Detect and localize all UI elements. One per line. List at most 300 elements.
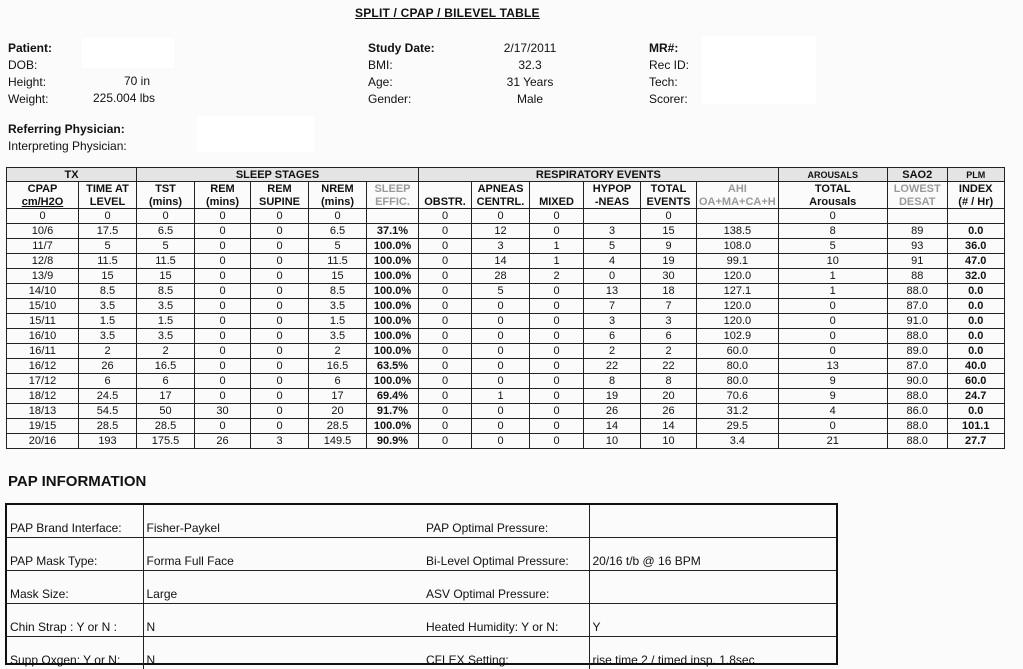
table-cell: 0 — [251, 419, 309, 434]
table-cell: 0 — [778, 329, 887, 344]
table-cell: 18/12 — [7, 389, 79, 404]
pap-label: Mask Size: — [7, 571, 143, 604]
table-row — [7, 374, 1005, 389]
pap-value: Y — [589, 604, 836, 637]
table-cell: 0 — [419, 374, 472, 389]
table-cell: 88.0 — [887, 419, 947, 434]
table-cell: 22 — [584, 359, 641, 374]
col-mixed-unit: MIXED — [530, 195, 584, 209]
table-cell: 60.0 — [697, 344, 779, 359]
table-cell: 0 — [778, 299, 887, 314]
table-cell: 0 — [419, 224, 472, 239]
table-cell: 100.0% — [367, 284, 419, 299]
table-cell: 11/7 — [7, 239, 79, 254]
pap-label: CFLEX Setting: — [423, 637, 589, 669]
table-cell: 138.5 — [697, 224, 779, 239]
table-cell: 91 — [887, 254, 947, 269]
table-cell: 5 — [79, 239, 137, 254]
table-cell: 70.6 — [697, 389, 779, 404]
table-cell: 3.4 — [697, 434, 779, 449]
table-cell: 0 — [195, 209, 251, 224]
table-cell: 18/13 — [7, 404, 79, 419]
col-sleep-effic-unit: EFFIC. — [367, 195, 419, 209]
table-cell: 21 — [778, 434, 887, 449]
table-cell: 88.0 — [887, 329, 947, 344]
table-cell: 17/12 — [7, 374, 79, 389]
table-cell: 3.5 — [309, 299, 367, 314]
table-cell: 0 — [530, 314, 584, 329]
pap-value: N — [143, 604, 423, 637]
table-cell: 0.0 — [947, 299, 1004, 314]
table-cell: 3 — [641, 314, 697, 329]
table-cell: 100.0% — [367, 314, 419, 329]
col-total-arousals-unit: Arousals — [778, 195, 887, 209]
pap-row — [7, 505, 836, 538]
table-cell: 20/16 — [7, 434, 79, 449]
table-cell: 6 — [641, 329, 697, 344]
table-row — [7, 329, 1005, 344]
col-mixed — [530, 182, 584, 196]
table-cell: 1 — [472, 389, 530, 404]
table-cell — [887, 209, 947, 224]
table-cell: 17 — [137, 389, 195, 404]
table-cell: 89.0 — [887, 344, 947, 359]
table-row — [7, 299, 1005, 314]
table-cell: 0 — [472, 299, 530, 314]
table-cell: 11.5 — [137, 254, 195, 269]
table-row — [7, 284, 1005, 299]
table-cell: 0.0 — [947, 329, 1004, 344]
table-cell: 40.0 — [947, 359, 1004, 374]
group-arousals: AROUSALS — [778, 168, 887, 182]
table-cell: 16/10 — [7, 329, 79, 344]
table-cell: 0 — [251, 359, 309, 374]
column-header-row-1 — [7, 182, 1005, 196]
table-cell: 0 — [251, 284, 309, 299]
table-cell: 54.5 — [79, 404, 137, 419]
group-sao2: SAO2 — [887, 168, 947, 182]
table-cell: 0 — [251, 239, 309, 254]
physician-labels — [8, 121, 127, 155]
redacted-record-info — [702, 36, 816, 104]
table-cell: 0 — [419, 359, 472, 374]
table-cell: 102.9 — [697, 329, 779, 344]
column-header-row-2 — [7, 195, 1005, 209]
col-plm-index-unit: (# / Hr) — [947, 195, 1004, 209]
table-cell: 16/11 — [7, 344, 79, 359]
col-hypop-unit: -NEAS — [584, 195, 641, 209]
study-date-label: Study Date: — [368, 40, 435, 57]
col-ahi: AHI — [697, 182, 779, 196]
table-cell: 24.7 — [947, 389, 1004, 404]
table-cell: 0 — [472, 434, 530, 449]
col-obstr — [419, 182, 472, 196]
table-cell: 0 — [195, 344, 251, 359]
col-tst-unit: (mins) — [137, 195, 195, 209]
table-cell: 31.2 — [697, 404, 779, 419]
table-cell: 9 — [778, 389, 887, 404]
table-cell: 0 — [195, 254, 251, 269]
table-cell: 37.1% — [367, 224, 419, 239]
table-cell: 0 — [530, 419, 584, 434]
table-cell: 60.0 — [947, 374, 1004, 389]
table-cell: 0 — [530, 329, 584, 344]
table-cell: 0 — [419, 209, 472, 224]
table-cell: 90.0 — [887, 374, 947, 389]
table-cell: 1.5 — [137, 314, 195, 329]
table-cell: 28 — [472, 269, 530, 284]
table-cell: 63.5% — [367, 359, 419, 374]
table-cell: 1 — [778, 269, 887, 284]
table-cell: 0 — [530, 224, 584, 239]
table-cell: 7 — [641, 299, 697, 314]
table-cell: 100.0% — [367, 269, 419, 284]
table-cell: 6 — [137, 374, 195, 389]
table-cell: 12/8 — [7, 254, 79, 269]
table-cell: 5 — [472, 284, 530, 299]
table-cell: 88.0 — [887, 389, 947, 404]
col-lowest-desat-unit: DESAT — [887, 195, 947, 209]
table-cell: 0 — [195, 224, 251, 239]
pap-row — [7, 604, 836, 637]
table-cell: 0 — [530, 284, 584, 299]
table-cell: 15 — [137, 269, 195, 284]
table-cell: 6 — [584, 329, 641, 344]
table-cell: 27.7 — [947, 434, 1004, 449]
record-labels — [649, 40, 689, 108]
table-cell: 50 — [137, 404, 195, 419]
table-cell: 88.0 — [887, 284, 947, 299]
table-cell: 29.5 — [697, 419, 779, 434]
table-cell: 0 — [7, 209, 79, 224]
pap-label: PAP Brand Interface: — [7, 505, 143, 538]
pap-value — [589, 571, 836, 604]
table-cell: 16.5 — [309, 359, 367, 374]
col-cpap-unit: cm/H2O — [7, 195, 79, 209]
study-values — [480, 40, 580, 108]
pap-value — [589, 505, 836, 538]
table-cell: 0 — [472, 344, 530, 359]
table-row — [7, 224, 1005, 239]
table-cell: 88 — [887, 269, 947, 284]
table-cell: 22 — [641, 359, 697, 374]
table-cell: 2 — [641, 344, 697, 359]
study-date-value: 2/17/2011 — [480, 40, 580, 57]
table-cell: 14/10 — [7, 284, 79, 299]
table-cell: 0 — [419, 434, 472, 449]
table-cell: 100.0% — [367, 344, 419, 359]
table-cell: 4 — [584, 254, 641, 269]
table-cell: 0 — [137, 209, 195, 224]
pap-value: rise time 2 / timed insp. 1.8sec — [589, 637, 836, 669]
table-cell: 0 — [195, 284, 251, 299]
table-cell: 28.5 — [79, 419, 137, 434]
table-cell: 12 — [472, 224, 530, 239]
table-cell — [367, 209, 419, 224]
table-cell: 15/11 — [7, 314, 79, 329]
table-cell: 0 — [251, 404, 309, 419]
table-cell: 8 — [584, 374, 641, 389]
table-cell: 0 — [195, 329, 251, 344]
table-cell: 0 — [641, 209, 697, 224]
table-cell: 26 — [79, 359, 137, 374]
table-row — [7, 419, 1005, 434]
table-cell: 0 — [195, 269, 251, 284]
tech-label: Tech: — [649, 74, 689, 91]
table-cell: 93 — [887, 239, 947, 254]
table-cell: 69.4% — [367, 389, 419, 404]
table-cell: 0 — [419, 419, 472, 434]
pap-label: ASV Optimal Pressure: — [423, 571, 589, 604]
table-cell: 193 — [79, 434, 137, 449]
table-cell: 0 — [530, 299, 584, 314]
col-rem: REM — [195, 182, 251, 196]
table-cell: 26 — [584, 404, 641, 419]
table-cell: 3 — [251, 434, 309, 449]
scorer-label: Scorer: — [649, 91, 689, 108]
col-total-arousals: TOTAL — [778, 182, 887, 196]
redacted-physician-names — [197, 116, 314, 152]
table-cell: 0 — [195, 314, 251, 329]
table-cell: 1 — [530, 239, 584, 254]
table-cell: 47.0 — [947, 254, 1004, 269]
table-cell: 0 — [195, 374, 251, 389]
document-title: SPLIT / CPAP / BILEVEL TABLE — [355, 6, 540, 20]
weight-value: 225.004 lbs — [93, 91, 155, 105]
table-cell: 88.0 — [887, 434, 947, 449]
table-cell: 0 — [472, 374, 530, 389]
table-cell: 3 — [584, 314, 641, 329]
table-cell: 0 — [530, 374, 584, 389]
table-cell: 3.5 — [137, 329, 195, 344]
table-row — [7, 389, 1005, 404]
table-cell: 80.0 — [697, 359, 779, 374]
table-body — [7, 209, 1005, 449]
table-cell: 100.0% — [367, 239, 419, 254]
table-cell: 120.0 — [697, 299, 779, 314]
table-cell: 20 — [641, 389, 697, 404]
referring-physician-label: Referring Physician: — [8, 121, 127, 138]
pap-row — [7, 538, 836, 571]
table-cell: 6.5 — [137, 224, 195, 239]
table-cell — [947, 209, 1004, 224]
pap-value: Large — [143, 571, 423, 604]
table-cell: 100.0% — [367, 374, 419, 389]
col-rem-unit: (mins) — [195, 195, 251, 209]
table-cell: 0 — [778, 344, 887, 359]
table-cell: 0 — [530, 434, 584, 449]
table-row — [7, 314, 1005, 329]
pap-label: Bi-Level Optimal Pressure: — [423, 538, 589, 571]
pap-value: Forma Full Face — [143, 538, 423, 571]
pap-label: PAP Mask Type: — [7, 538, 143, 571]
col-lowest-desat: LOWEST — [887, 182, 947, 196]
bmi-value: 32.3 — [480, 57, 580, 74]
table-cell: 0.0 — [947, 344, 1004, 359]
height-label: Height: — [8, 74, 52, 91]
table-cell: 19 — [584, 389, 641, 404]
table-cell: 28.5 — [137, 419, 195, 434]
table-cell: 0 — [251, 374, 309, 389]
table-cell: 6.5 — [309, 224, 367, 239]
table-cell: 99.1 — [697, 254, 779, 269]
table-cell: 120.0 — [697, 314, 779, 329]
col-time-at-unit: LEVEL — [79, 195, 137, 209]
table-cell: 0.0 — [947, 404, 1004, 419]
table-cell: 127.1 — [697, 284, 779, 299]
table-cell: 2 — [79, 344, 137, 359]
table-cell: 0 — [472, 419, 530, 434]
dob-label: DOB: — [8, 57, 52, 74]
rec-id-label: Rec ID: — [649, 57, 689, 74]
table-row — [7, 254, 1005, 269]
table-cell: 0 — [251, 344, 309, 359]
table-cell: 36.0 — [947, 239, 1004, 254]
table-cell: 6 — [79, 374, 137, 389]
col-nrem-unit: (mins) — [309, 195, 367, 209]
table-cell: 0 — [251, 389, 309, 404]
table-row — [7, 209, 1005, 224]
mr-label: MR#: — [649, 40, 689, 57]
table-cell: 8 — [641, 374, 697, 389]
table-cell: 3 — [472, 239, 530, 254]
table-cell: 13 — [778, 359, 887, 374]
table-cell: 17.5 — [79, 224, 137, 239]
table-cell: 19/15 — [7, 419, 79, 434]
table-cell: 17 — [309, 389, 367, 404]
col-obstr-unit: OBSTR. — [419, 195, 472, 209]
study-labels — [368, 40, 435, 108]
redacted-patient-name — [82, 38, 174, 68]
table-cell: 10/6 — [7, 224, 79, 239]
table-cell: 15 — [309, 269, 367, 284]
age-value: 31 Years — [480, 74, 580, 91]
table-cell: 0.0 — [947, 314, 1004, 329]
table-cell: 28.5 — [309, 419, 367, 434]
table-cell: 91.7% — [367, 404, 419, 419]
table-cell: 11.5 — [309, 254, 367, 269]
table-cell: 86.0 — [887, 404, 947, 419]
height-value: 70 in — [124, 74, 150, 88]
table-cell: 0 — [251, 254, 309, 269]
age-label: Age: — [368, 74, 435, 91]
table-row — [7, 239, 1005, 254]
table-cell: 4 — [778, 404, 887, 419]
table-cell: 1 — [778, 284, 887, 299]
table-cell: 10 — [778, 254, 887, 269]
group-tx: TX — [7, 168, 137, 182]
col-cpap: CPAP — [7, 182, 79, 196]
col-total-events-unit: EVENTS — [641, 195, 697, 209]
table-cell: 100.0% — [367, 419, 419, 434]
table-cell: 0 — [530, 209, 584, 224]
table-cell: 0 — [251, 329, 309, 344]
col-apneas: APNEAS — [472, 182, 530, 196]
col-ahi-unit: OA+MA+CA+H — [697, 195, 779, 209]
table-cell: 0 — [251, 224, 309, 239]
table-cell: 24.5 — [79, 389, 137, 404]
table-cell: 0 — [419, 389, 472, 404]
table-cell: 91.0 — [887, 314, 947, 329]
table-cell: 0 — [419, 299, 472, 314]
weight-label: Weight: — [8, 91, 52, 108]
table-cell: 175.5 — [137, 434, 195, 449]
table-cell: 0 — [472, 359, 530, 374]
table-cell: 1.5 — [309, 314, 367, 329]
table-cell: 0 — [472, 404, 530, 419]
table-cell: 10 — [584, 434, 641, 449]
group-header-row — [7, 168, 1005, 182]
group-sleep-stages: SLEEP STAGES — [137, 168, 419, 182]
table-cell: 8.5 — [79, 284, 137, 299]
table-cell: 8.5 — [137, 284, 195, 299]
table-cell: 87.0 — [887, 299, 947, 314]
table-cell: 19 — [641, 254, 697, 269]
table-cell: 2 — [309, 344, 367, 359]
table-cell: 26 — [641, 404, 697, 419]
table-cell: 0 — [195, 239, 251, 254]
table-cell: 0 — [419, 329, 472, 344]
table-cell: 3 — [584, 224, 641, 239]
interpreting-physician-label: Interpreting Physician: — [8, 138, 127, 155]
table-cell: 7 — [584, 299, 641, 314]
table-cell: 14 — [641, 419, 697, 434]
table-cell: 5 — [778, 239, 887, 254]
table-cell: 32.0 — [947, 269, 1004, 284]
table-cell: 0 — [584, 269, 641, 284]
table-cell: 16/12 — [7, 359, 79, 374]
table-cell: 0 — [472, 329, 530, 344]
col-hypop: HYPOP — [584, 182, 641, 196]
table-cell: 0 — [778, 419, 887, 434]
table-cell: 0 — [419, 404, 472, 419]
table-cell: 3.5 — [137, 299, 195, 314]
table-cell: 10 — [641, 434, 697, 449]
table-cell: 0 — [251, 269, 309, 284]
table-cell: 8.5 — [309, 284, 367, 299]
table-cell: 87.0 — [887, 359, 947, 374]
table-cell: 0 — [419, 314, 472, 329]
gender-label: Gender: — [368, 91, 435, 108]
table-cell: 0 — [530, 389, 584, 404]
table-cell: 89 — [887, 224, 947, 239]
table-cell: 0 — [530, 359, 584, 374]
table-row — [7, 269, 1005, 284]
table-cell: 0 — [472, 209, 530, 224]
table-cell: 26 — [195, 434, 251, 449]
table-cell: 13 — [584, 284, 641, 299]
table-cell: 9 — [641, 239, 697, 254]
pap-information-title: PAP INFORMATION — [8, 473, 146, 490]
pap-value: 20/16 t/b @ 16 BPM — [589, 538, 836, 571]
table-cell: 3.5 — [79, 299, 137, 314]
table-cell: 0.0 — [947, 224, 1004, 239]
table-cell: 14 — [472, 254, 530, 269]
table-cell: 0.0 — [947, 284, 1004, 299]
table-cell: 80.0 — [697, 374, 779, 389]
table-cell: 90.9% — [367, 434, 419, 449]
table-cell: 0 — [195, 299, 251, 314]
table-cell: 5 — [137, 239, 195, 254]
table-cell: 3.5 — [79, 329, 137, 344]
table-cell: 0 — [778, 314, 887, 329]
table-cell: 0 — [309, 209, 367, 224]
col-rem-supine: REM — [251, 182, 309, 196]
pap-label: Chin Strap : Y or N : — [7, 604, 143, 637]
table-cell: 101.1 — [947, 419, 1004, 434]
group-plm: PLM — [947, 168, 1004, 182]
table-row — [7, 359, 1005, 374]
